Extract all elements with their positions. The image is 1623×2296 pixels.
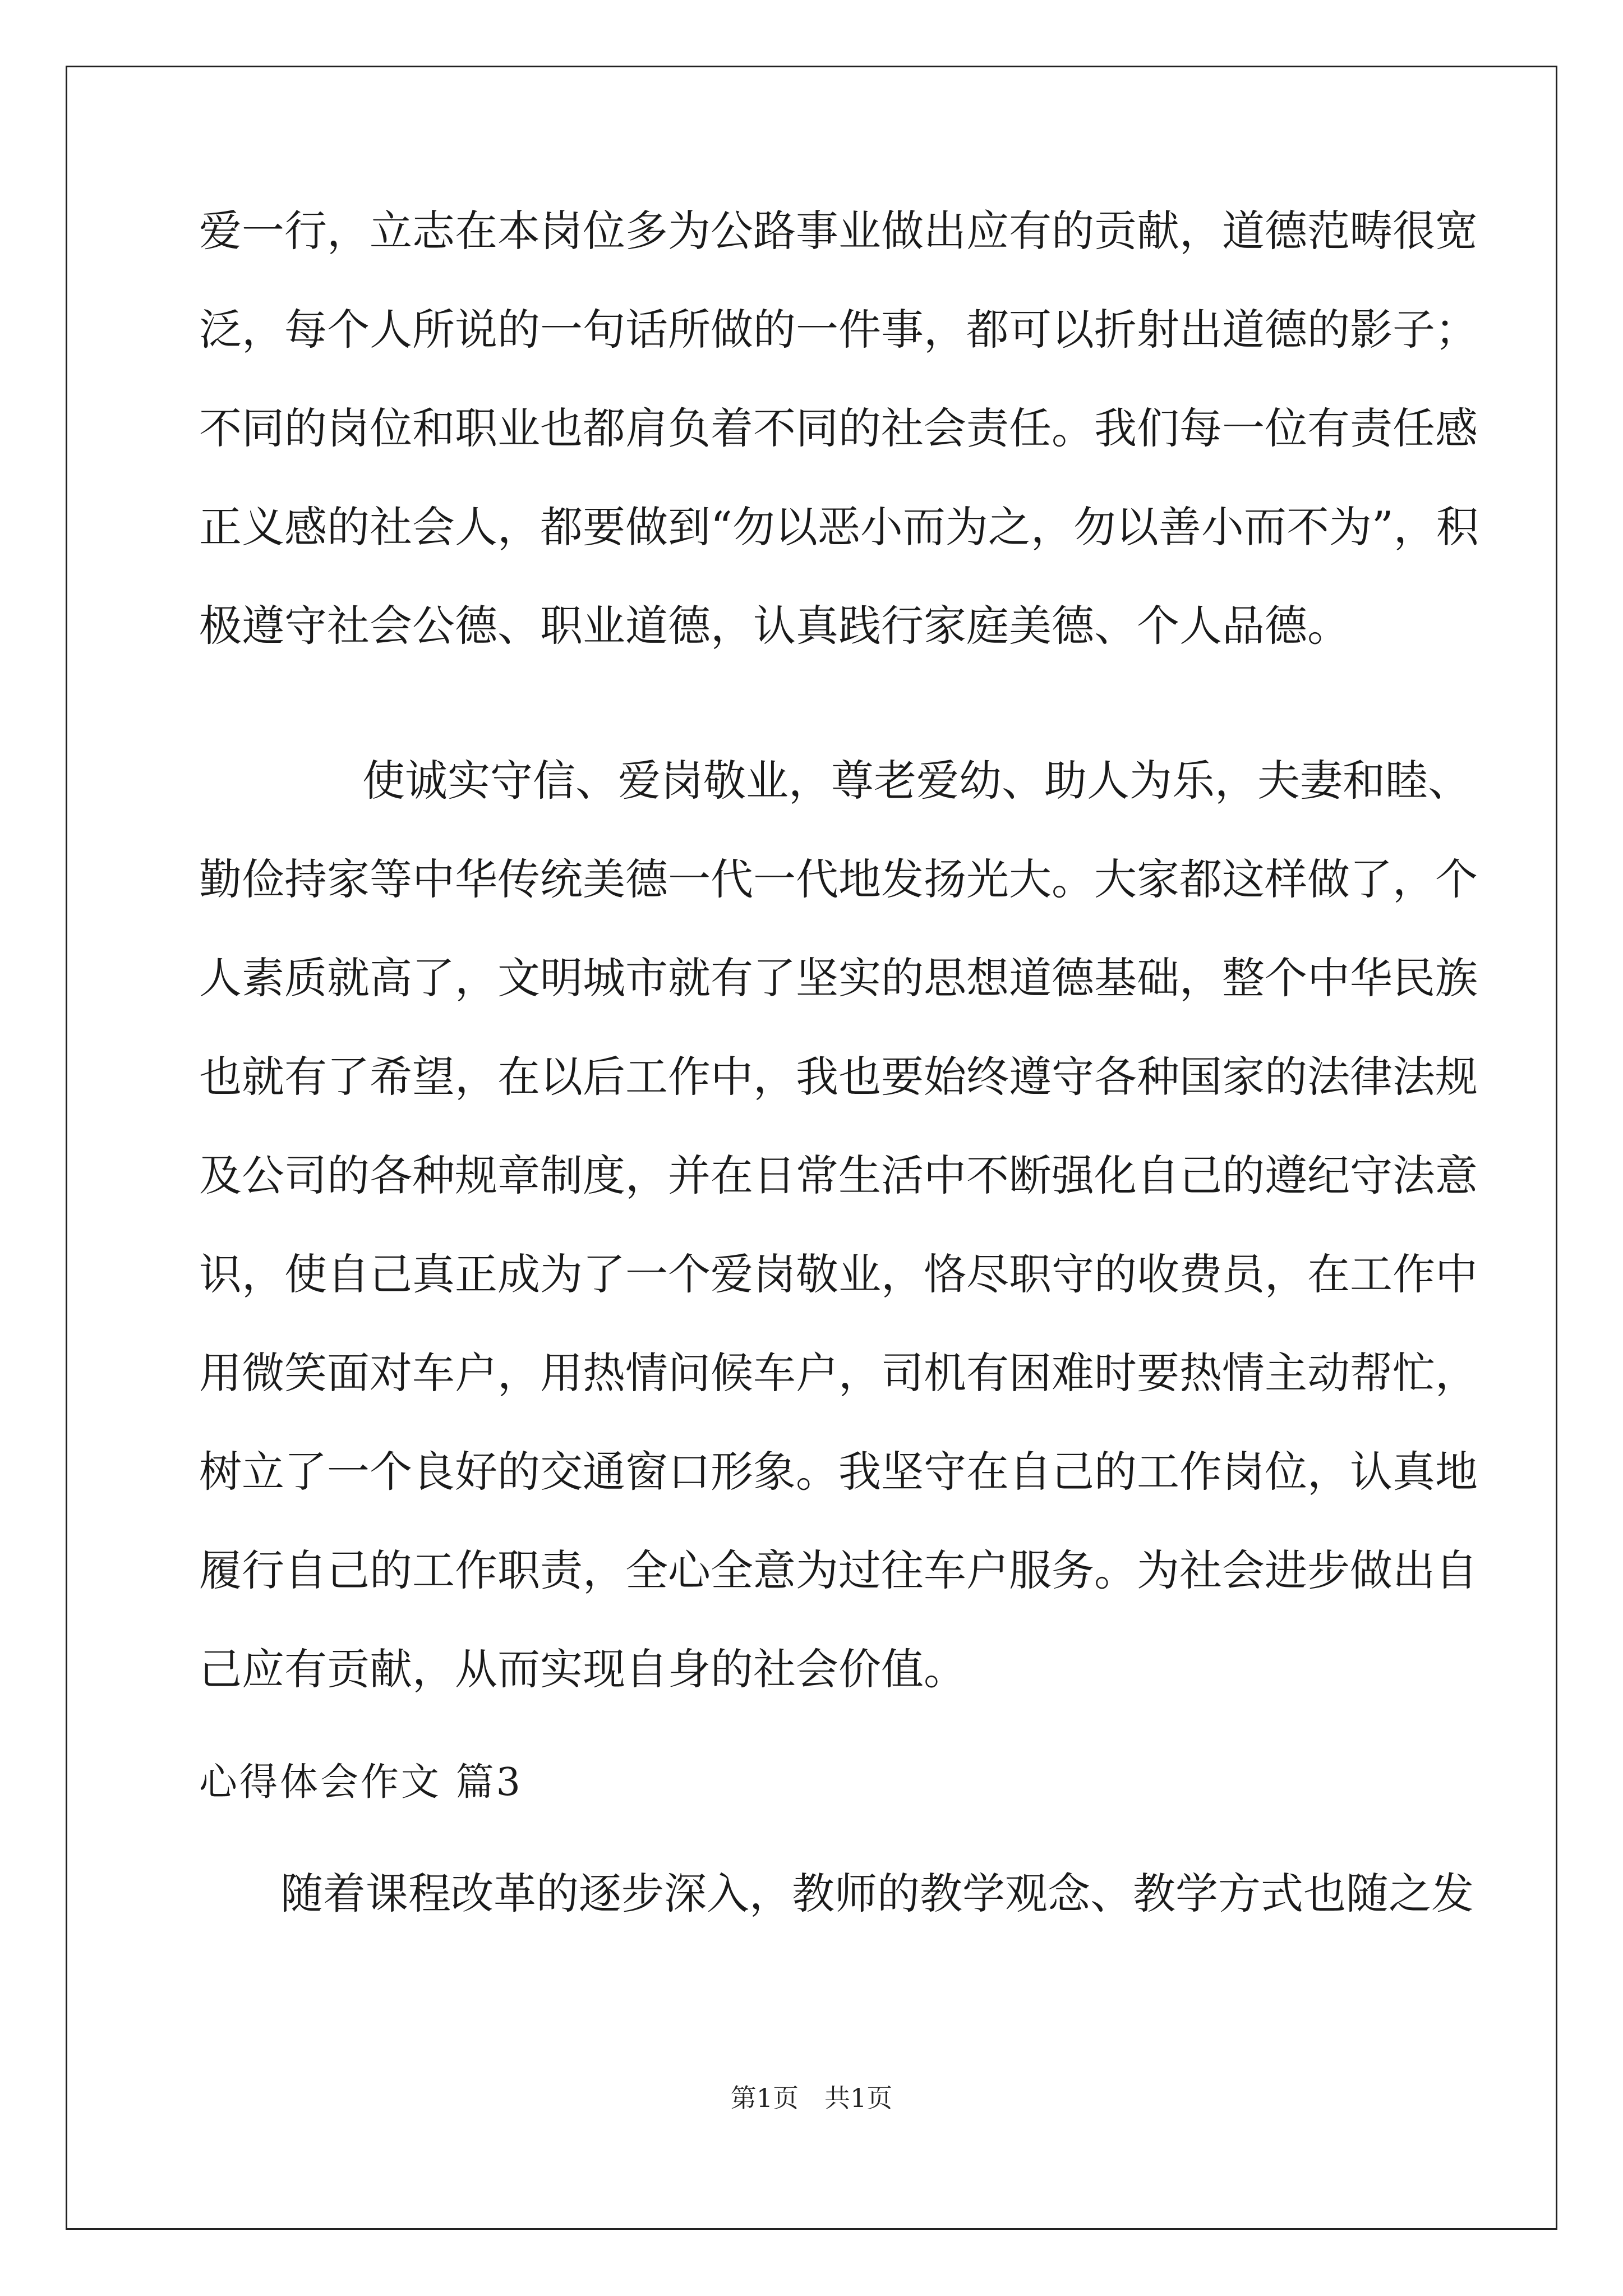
text-line-3: 不同的岗位和职业也都肩负着不同的社会责任。我们每一位有责任感 xyxy=(199,403,1478,453)
text-line-15: 己应有贡献，从而实现自身的社会价值。 xyxy=(199,1644,966,1694)
text-line-8: 人素质就高了，文明城市就有了坚实的思想道德基础，整个中华民族 xyxy=(199,953,1478,1003)
text-line-14: 履行自己的工作职责，全心全意为过往车户服务。为社会进步做出自 xyxy=(199,1545,1478,1595)
text-line-16: 随着课程改革的逐步深入，教师的教学观念、教学方式也随之发 xyxy=(280,1869,1474,1918)
text-line-13: 树立了一个良好的交通窗口形象。我坚守在自己的工作岗位，认真地 xyxy=(199,1447,1478,1497)
text-line-11: 识，使自己真正成为了一个爱岗敬业，恪尽职守的收费员，在工作中 xyxy=(199,1249,1478,1299)
text-line-12: 用微笑面对车户，用热情问候车户，司机有困难时要热情主动帮忙， xyxy=(199,1348,1478,1398)
text-line-6: 使诚实守信、爱岗敬业，尊老爱幼、助人为乐，夫妻和睦、 xyxy=(362,756,1470,806)
section-heading: 心得体会作文 篇3 xyxy=(199,1760,523,1805)
text-line-7: 勤俭持家等中华传统美德一代一代地发扬光大。大家都这样做了，个 xyxy=(199,854,1478,904)
page-footer: 第1页 共1页 xyxy=(730,2083,893,2113)
text-line-10: 及公司的各种规章制度，并在日常生活中不断强化自己的遵纪守法意 xyxy=(199,1151,1478,1200)
text-line-4: 正义感的社会人，都要做到“勿以恶小而为之，勿以善小而不为”，积 xyxy=(199,502,1479,552)
text-line-2: 泛，每个人所说的一句话所做的一件事，都可以折射出道德的影子； xyxy=(199,305,1478,355)
text-line-5: 极遵守社会公德、职业道德，认真践行家庭美德、个人品德。 xyxy=(199,601,1350,651)
text-line-1: 爱一行，立志在本岗位多为公路事业做出应有的贡献，道德范畴很宽 xyxy=(199,206,1478,256)
text-line-9: 也就有了希望，在以后工作中，我也要始终遵守各种国家的法律法规 xyxy=(199,1052,1478,1102)
